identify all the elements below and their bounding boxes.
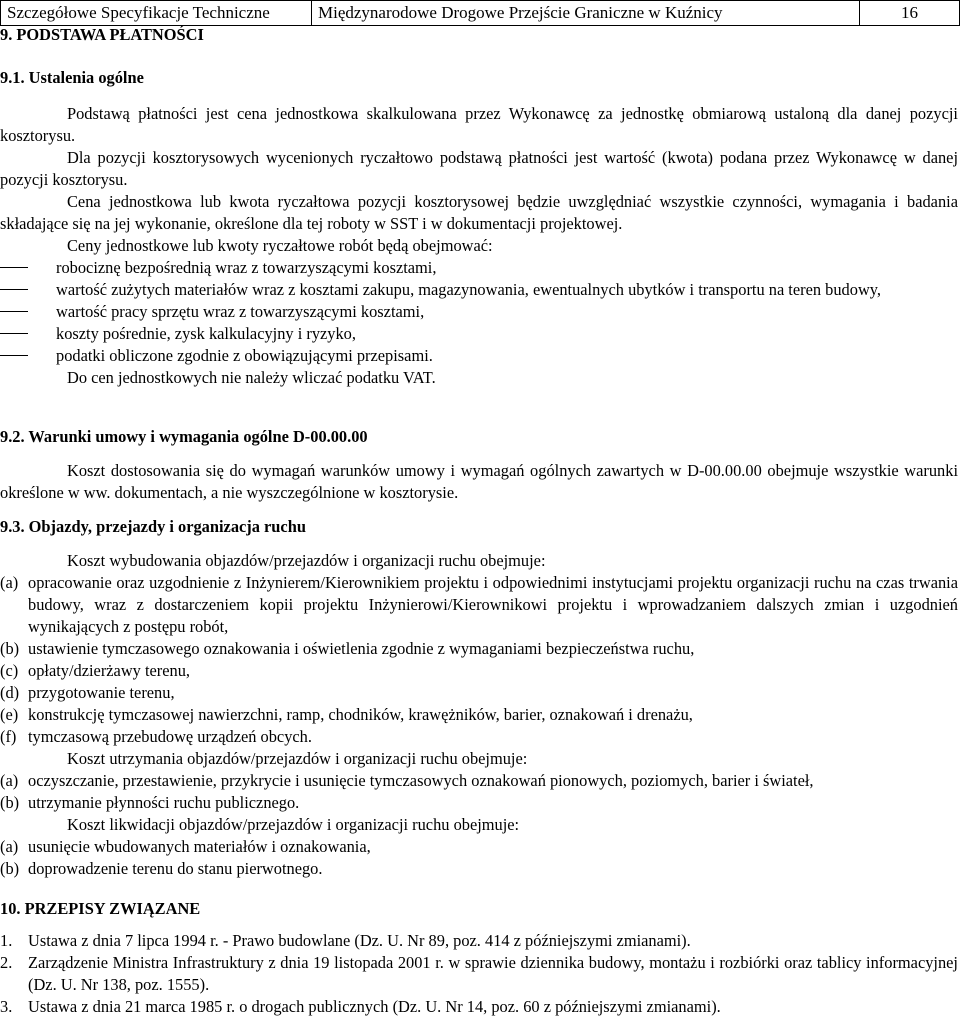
project-title: Międzynarodowe Drogowe Przejście Graniczne w Kuźnicy (312, 1, 860, 25)
paragraph: Koszt utrzymania objazdów/przejazdów i organizacji ruchu obejmuje: (67, 749, 528, 768)
section-10-title: 10. PRZEPISY ZWIĄZANE (0, 899, 201, 918)
list-item: (d) przygotowanie terenu, (0, 683, 175, 702)
section-9-3-body (0, 550, 958, 880)
section-9-title: 9. PODSTAWA PŁATNOŚCI (0, 25, 204, 44)
section-9-2-body (0, 460, 958, 504)
list-item: (a) usunięcie wbudowanych materiałów i oznakowania, (0, 837, 371, 856)
list-item: (c) opłaty/dzierżawy terenu, (0, 661, 191, 680)
list-item: (b) ustawienie tymczasowego oznakowania i oświetlenia zgodnie z wymaganiami bezpieczeństwa ruchu, (0, 639, 695, 658)
page-number: 16 (901, 3, 918, 22)
list-item: (a) opracowanie oraz uzgodnienie z Inżynierem/Kierownikiem projektu i odpowiednimi instytucjami projektu organizacji ruchu na czas trwania budowy, wraz z dostarczeniem kopii projektu Inżynierowi/Kierownikowi projektu i wprowadzaniem dalszych zmian i uzgodnień wynikających z postępu robót, (0, 573, 958, 636)
paragraph: Podstawą płatności jest cena jednostkowa skalkulowana przez Wykonawcę za jednostkę obmiarową ustaloną dla danej pozycji kosztorysu. (0, 104, 958, 145)
page-header (0, 0, 960, 26)
section-9-1-body (0, 103, 958, 389)
section-9-2-title: 9.2. Warunki umowy i wymagania ogólne D-00.00.00 (0, 427, 368, 446)
list-item: (b) utrzymanie płynności ruchu publicznego. (0, 793, 300, 812)
paragraph: Ceny jednostkowe lub kwoty ryczałtowe robót będą obejmować: (67, 236, 493, 255)
paragraph: Koszt likwidacji objazdów/przejazdów i organizacji ruchu obejmuje: (67, 815, 520, 834)
list-item: robociznę bezpośrednią wraz z towarzyszącymi kosztami, (0, 257, 958, 279)
list-item: 1. Ustawa z dnia 7 lipca 1994 r. - Prawo budowlane (Dz. U. Nr 89, poz. 414 z późniejszymi zmianami). (0, 931, 691, 950)
list-item: 3. Ustawa z dnia 21 marca 1985 r. o drogach publicznych (Dz. U. Nr 14, poz. 60 z późniejszymi zmianami). (0, 997, 721, 1016)
list-item: podatki obliczone zgodnie z obowiązującymi przepisami. (0, 345, 958, 367)
list-item: koszty pośrednie, zysk kalkulacyjny i ryzyko, (0, 323, 958, 345)
list-item: 2. Zarządzenie Ministra Infrastruktury z dnia 19 listopada 2001 r. w sprawie dziennika budowy, montażu i rozbiórki oraz tablicy informacyjnej (Dz. U. Nr 138, poz. 1555). (0, 953, 958, 994)
section-9-3-title: 9.3. Objazdy, przejazdy i organizacja ruchu (0, 517, 306, 536)
list-item: (b) doprowadzenie terenu do stanu pierwotnego. (0, 859, 323, 878)
paragraph: Dla pozycji kosztorysowych wycenionych ryczałtowo podstawą płatności jest wartość (kwota) podana przez Wykonawcę w danej pozycji kosztorysu. (0, 148, 958, 189)
list-item: wartość pracy sprzętu wraz z towarzyszącymi kosztami, (0, 301, 958, 323)
list-item: wartość zużytych materiałów wraz z kosztami zakupu, magazynowania, ewentualnych ubytków i transportu na teren budowy, (0, 279, 958, 301)
paragraph: Koszt wybudowania objazdów/przejazdów i organizacji ruchu obejmuje: (67, 551, 546, 570)
paragraph: Cena jednostkowa lub kwota ryczałtowa pozycji kosztorysowej będzie uwzględniać wszystkie czynności, wymagania i badania składające się na jej wykonanie, określone dla tej roboty w SST i w dokumentacji projektowej. (0, 192, 958, 233)
spec-title: Szczegółowe Specyfikacje Techniczne (1, 1, 312, 25)
paragraph: Do cen jednostkowych nie należy wliczać podatku VAT. (67, 368, 436, 387)
list-item: (f) tymczasową przebudowę urządzeń obcych. (0, 727, 312, 746)
section-10-list (0, 930, 958, 1018)
paragraph: Koszt dostosowania się do wymagań warunków umowy i wymagań ogólnych zawartych w D-00.00.00 obejmuje wszystkie warunki określone w ww. dokumentach, a nie wyszczególnione w kosztorysie. (0, 461, 958, 502)
section-9-1-title: 9.1. Ustalenia ogólne (0, 68, 144, 87)
list-item: (a) oczyszczanie, przestawienie, przykrycie i usunięcie tymczasowych oznakowań pionowych, poziomych, barier i świateł, (0, 771, 814, 790)
list-item: (e) konstrukcję tymczasowej nawierzchni, ramp, chodników, krawężników, barier, oznakowań i drenażu, (0, 705, 693, 724)
